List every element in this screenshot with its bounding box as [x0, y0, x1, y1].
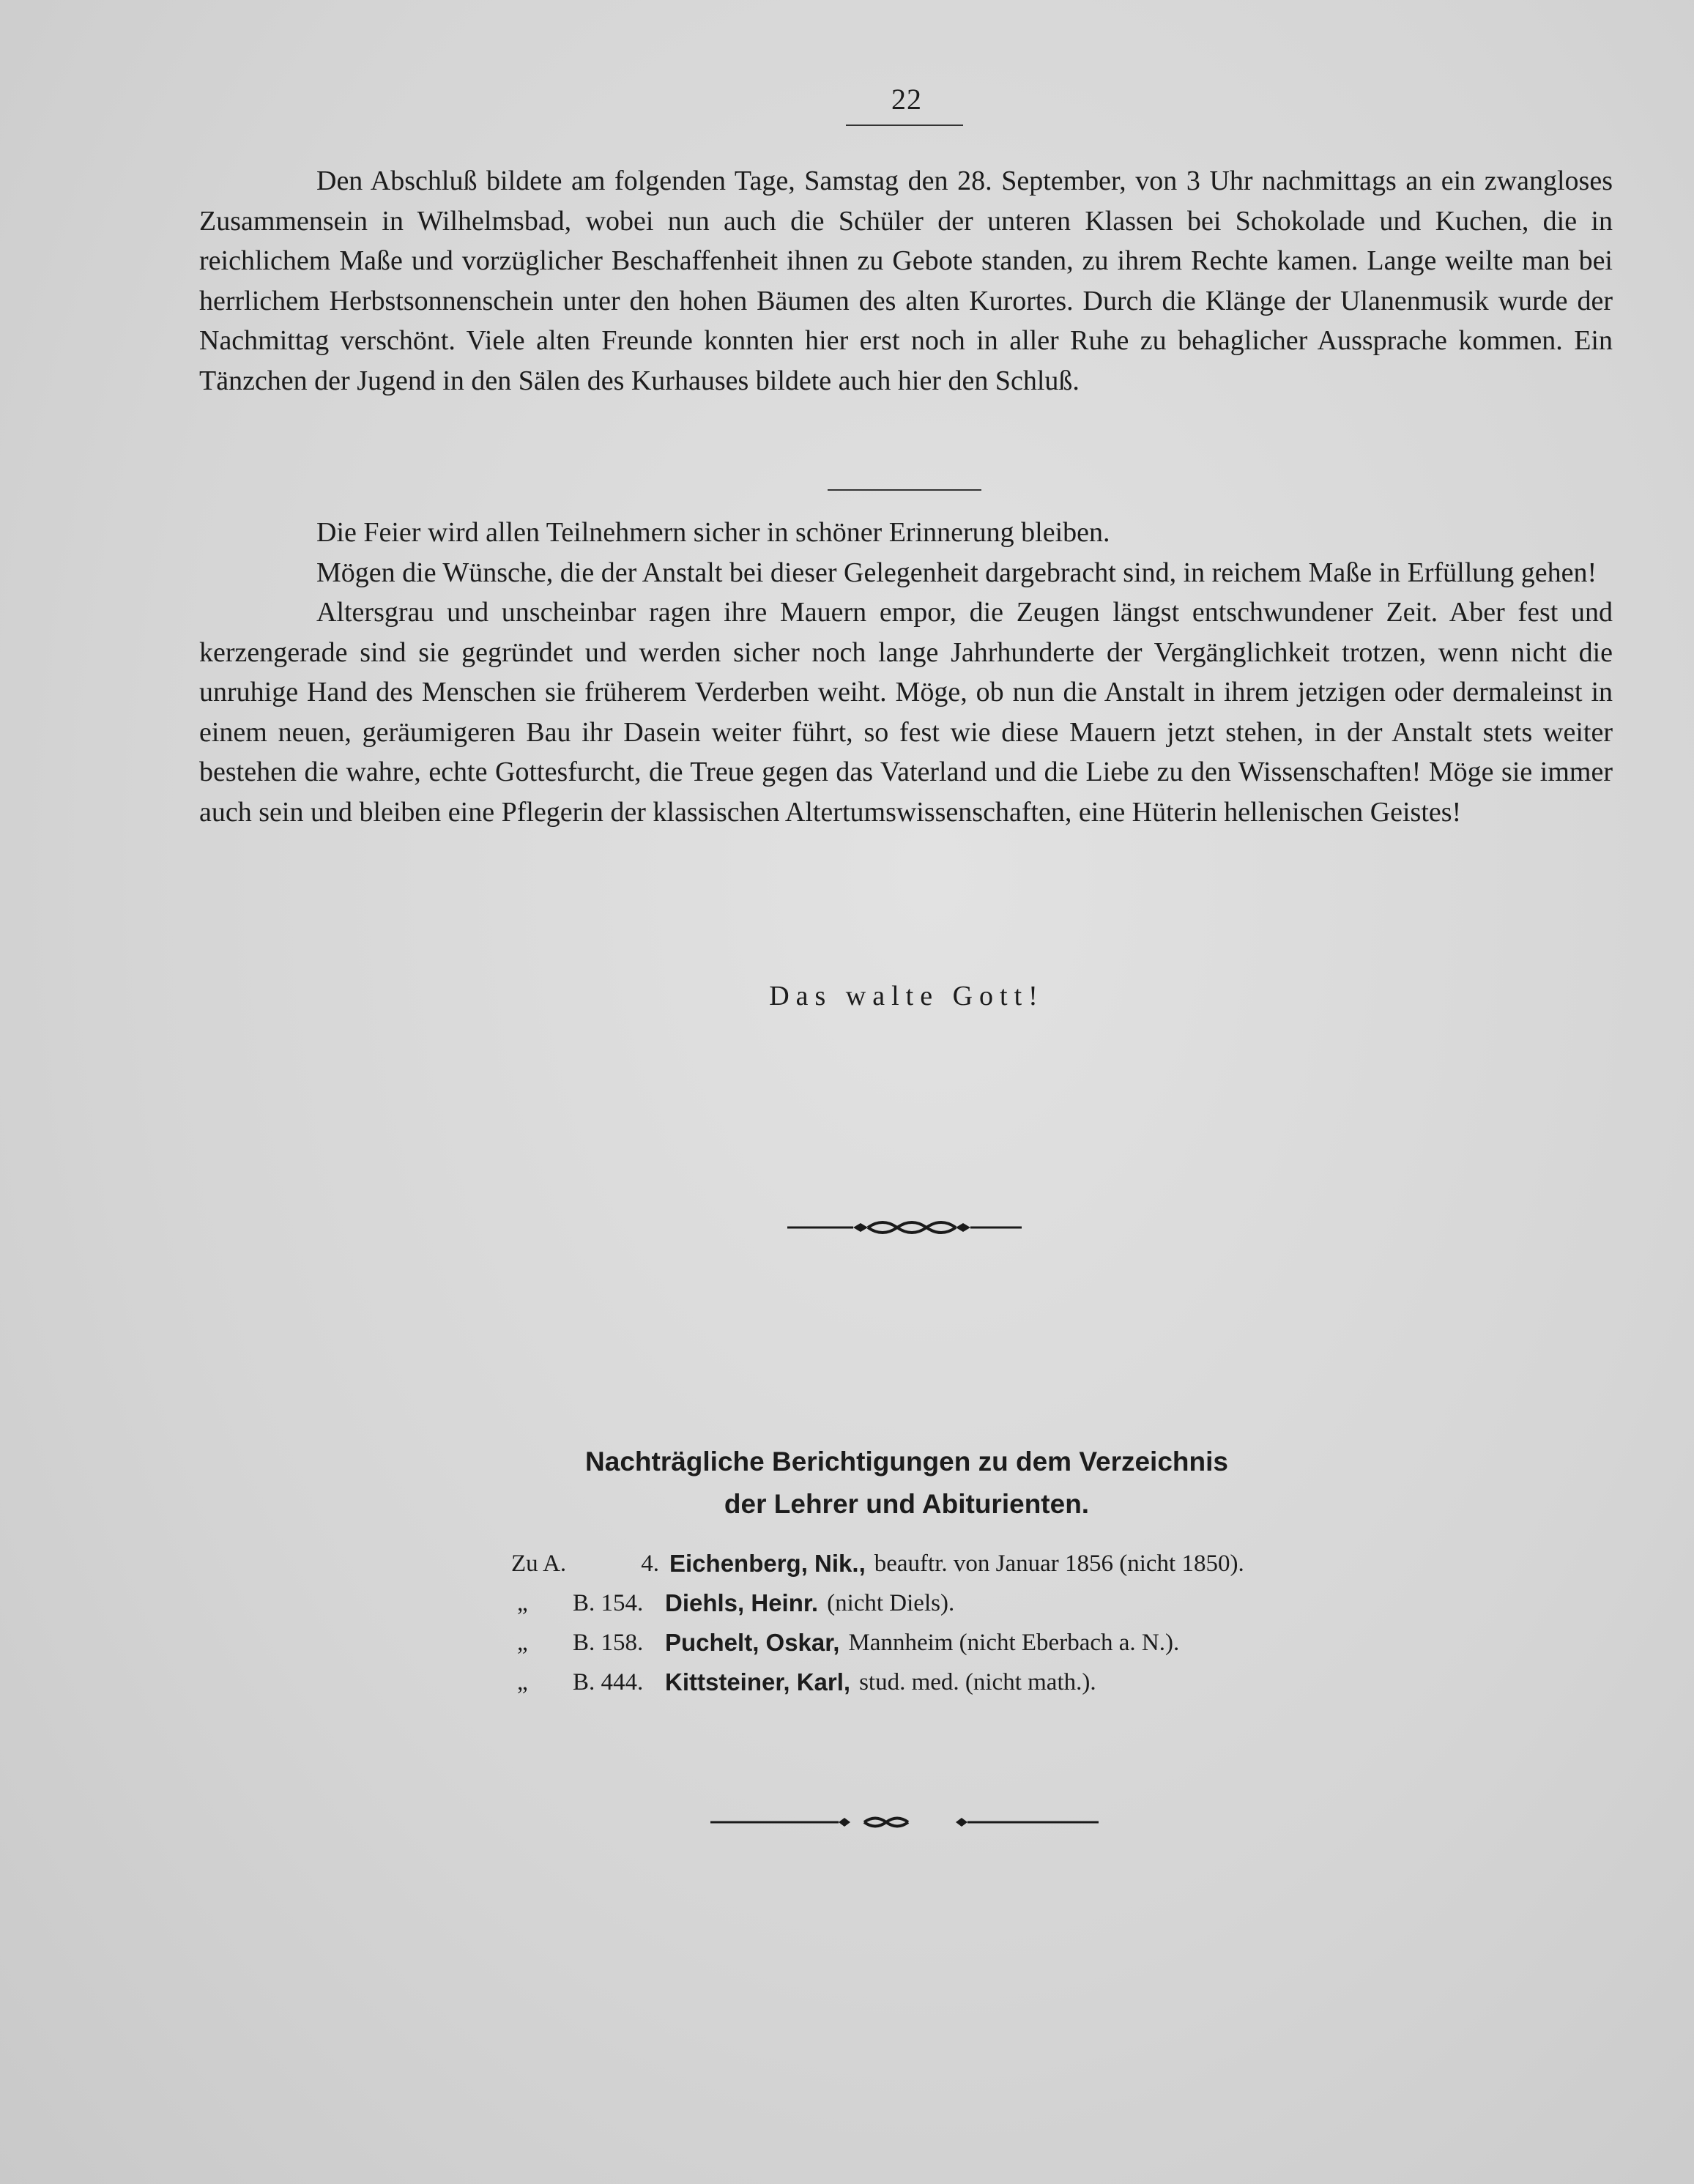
correction-prefix: Zu A. — [511, 1550, 567, 1577]
paragraph-memory: Die Feier wird allen Teilnehmern sicher in schöner Erinnerung bleiben. — [316, 517, 1110, 548]
paragraph-wishes: Mögen die Wünsche, die der Anstalt bei dieser Gelegenheit dargebracht sind, in reichem Maße in Erfüllung gehen! — [316, 557, 1597, 588]
correction-prefix: „ — [517, 1669, 528, 1695]
page-number-rule — [846, 125, 963, 126]
correction-row — [511, 1583, 1244, 1623]
correction-row — [511, 1544, 1244, 1583]
correction-name: Kittsteiner, Karl, — [665, 1668, 851, 1695]
correction-name: Diehls, Heinr. — [665, 1589, 819, 1616]
correction-prefix: „ — [517, 1590, 528, 1616]
correction-ref: B. 154. — [573, 1590, 644, 1616]
corrections-heading-line1: Nachträgliche Berichtigungen zu dem Verzeichnis — [585, 1446, 1228, 1477]
correction-name: Puchelt, Oskar, — [665, 1629, 840, 1656]
ornament-divider-bottom — [0, 1808, 1694, 1837]
correction-note: beauftr. von Januar 1856 (nicht 1850). — [874, 1550, 1244, 1577]
ornament-divider-top — [0, 1213, 1694, 1242]
correction-row — [511, 1663, 1244, 1702]
correction-note: (nicht Diels). — [827, 1590, 955, 1616]
correction-note: stud. med. (nicht math.). — [859, 1669, 1096, 1695]
closing-blessing: Das walte Gott! — [769, 981, 1044, 1011]
body-text-bottom — [199, 513, 1613, 832]
correction-ref: B. 444. — [573, 1669, 644, 1695]
corrections-heading-line2: der Lehrer und Abiturienten. — [724, 1489, 1090, 1519]
correction-ref: B. 158. — [573, 1630, 644, 1656]
correction-prefix: „ — [517, 1630, 528, 1656]
section-divider-rule — [828, 489, 981, 491]
corrections-list — [511, 1544, 1244, 1702]
paragraph-walls: Altersgrau und unscheinbar ragen ihre Mauern empor, die Zeugen längst entschwundener Zeit. Aber fest und kerzengerade sind sie gegründet und werden sicher noch lange Jahrhunderte der Vergänglichkeit trotzen, wenn nicht die unruhige Hand des Menschen sie früherem Verderben weiht. Möge, ob nun die Anstalt in ihrem jetzigen oder dermaleinst in einem neuen, geräumigeren Bau ihr Dasein weiter führt, so fest wie diese Mauern jetzt stehen, in der Anstalt stets weiter bestehen die wahre, echte Gottesfurcht, die Treue gegen das Vaterland und die Liebe zu den Wissenschaften! Möge sie immer auch sein und bleiben eine Pflegerin der klassischen Altertumswissenschaften, eine Hüterin hellenischen Geistes! — [199, 597, 1613, 828]
correction-ref: 4. — [641, 1550, 659, 1577]
page-number: 22 — [891, 83, 922, 116]
paragraph-closing-event: Den Abschluß bildete am folgenden Tage, Samstag den 28. September, von 3 Uhr nachmittags an ein zwangloses Zusammensein in Wilhelmsbad, wobei nun auch die Schüler der unteren Klassen bei Schokolade und Kuchen, die in reichlichem Maße und vorzüglicher Beschaffenheit ihnen zu Gebote standen, zu ihrem Rechte kamen. Lange weilte man bei herrlichem Herbstsonnenschein unter den hohen Bäumen des alten Kurortes. Durch die Klänge der Ulanenmusik wurde der Nachmittag verschönt. Viele alten Freunde konnten hier erst noch in aller Ruhe zu behaglicher Aussprache kommen. Ein Tänzchen der Jugend in den Sälen des Kurhauses bildete auch hier den Schluß. — [199, 166, 1613, 396]
correction-row — [511, 1623, 1244, 1663]
correction-note: Mannheim (nicht Eberbach a. N.). — [848, 1630, 1180, 1656]
body-text-top — [199, 161, 1613, 401]
correction-name: Eichenberg, Nik., — [669, 1550, 866, 1577]
